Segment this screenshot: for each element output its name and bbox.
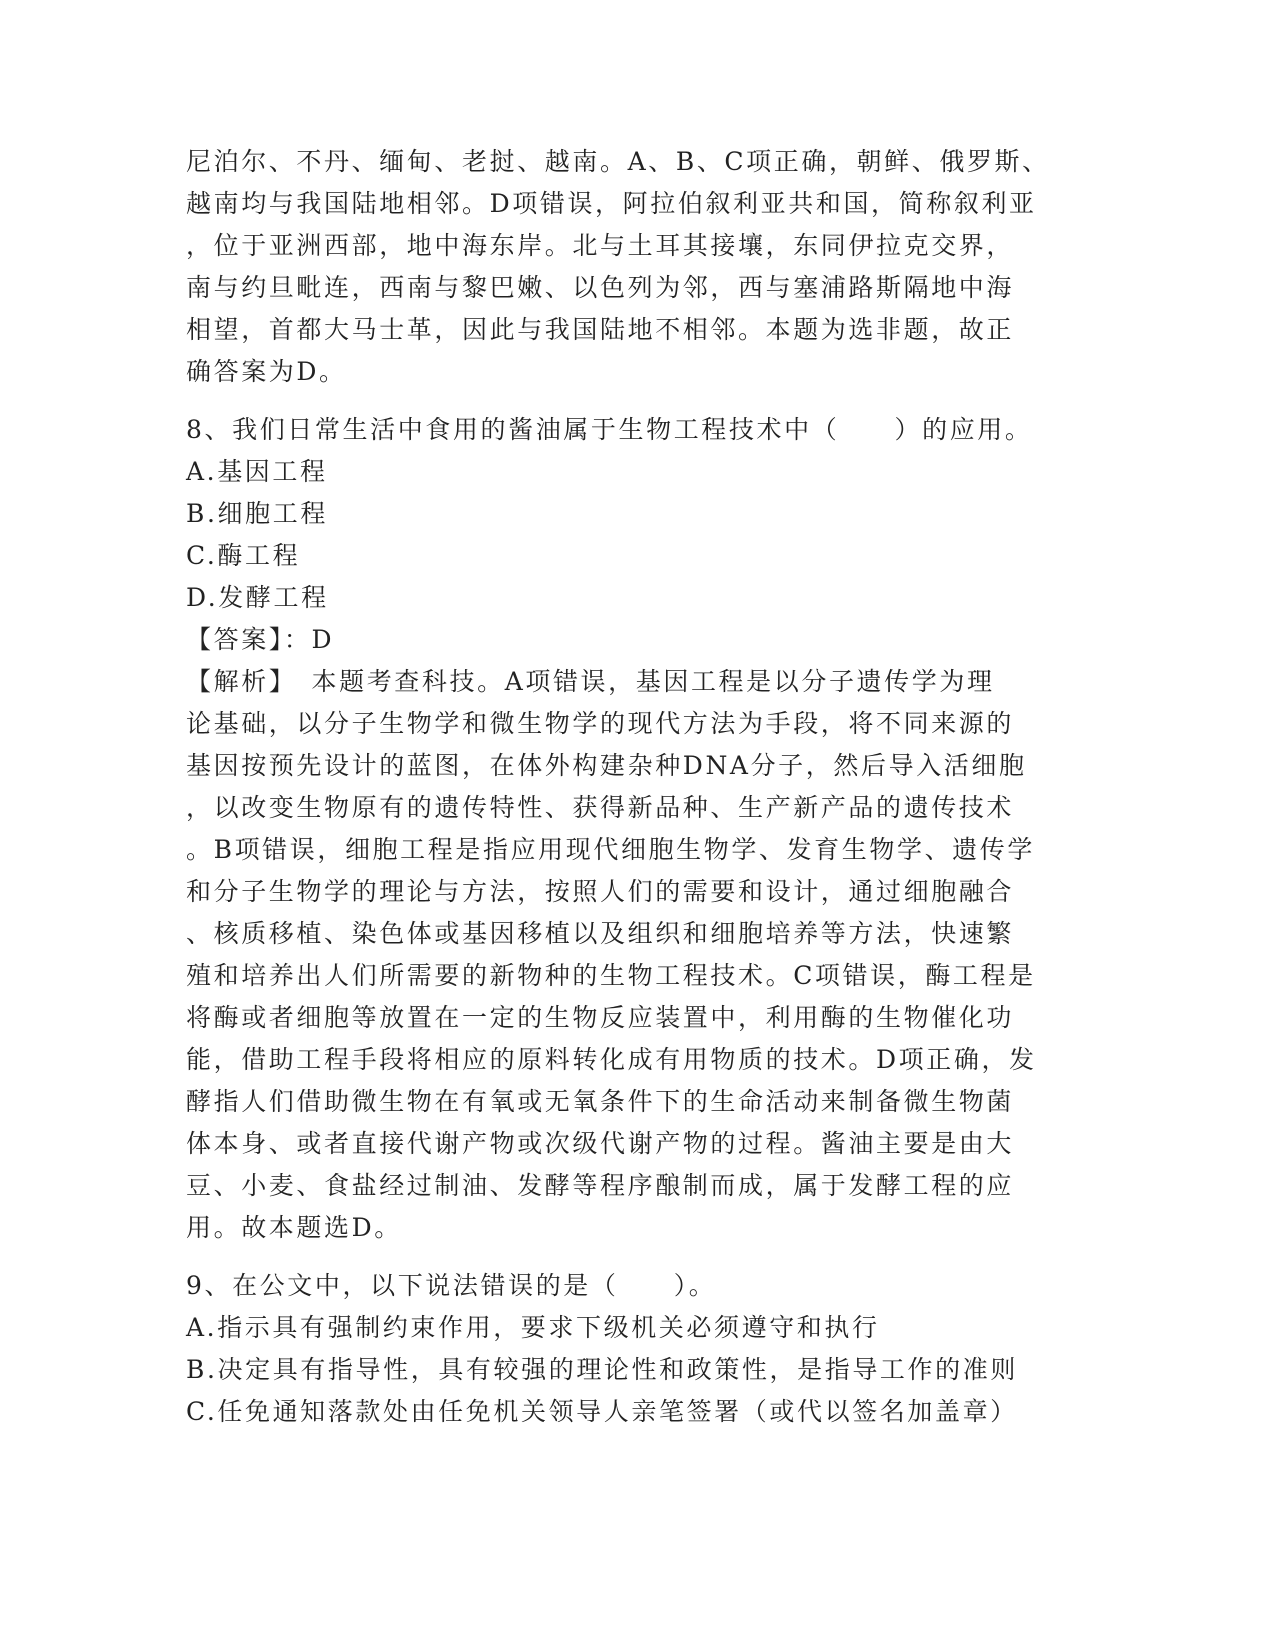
prev-explanation-line: 确答案为D。 [186,357,347,386]
question-8-option-c: C.酶工程 [186,541,301,570]
prev-explanation-line: 南与约旦毗连，西南与黎巴嫩、以色列为邻，西与塞浦路斯隔地中海 [186,273,1015,302]
prev-explanation-line: 尼泊尔、不丹、缅甸、老挝、越南。A、B、C项正确，朝鲜、俄罗斯、 [186,147,1050,176]
prev-explanation-line: 越南均与我国陆地相邻。D项错误，阿拉伯叙利亚共和国，简称叙利亚 [186,189,1037,218]
question-8-explanation-line: 将酶或者细胞等放置在一定的生物反应装置中，利用酶的生物催化功 [186,1003,1015,1032]
question-8-explanation-line: 基因按预先设计的蓝图，在体外构建杂种DNA分子，然后导入活细胞 [186,751,1027,780]
question-8-explanation-line: 【解析】 本题考查科技。A项错误，基因工程是以分子遗传学为理 [186,667,995,696]
question-8-explanation-line: 体本身、或者直接代谢产物或次级代谢产物的过程。酱油主要是由大 [186,1129,1015,1158]
prev-explanation-line: 相望，首都大马士革，因此与我国陆地不相邻。本题为选非题，故正 [186,315,1015,344]
question-8-explanation-line: 殖和培养出人们所需要的新物种的生物工程技术。C项错误，酶工程是 [186,961,1036,990]
question-9-option-b: B.决定具有指导性，具有较强的理论性和政策性，是指导工作的准则 [186,1355,1018,1384]
question-8-stem: 8、我们日常生活中食用的酱油属于生物工程技术中（ ）的应用。 [186,415,1033,444]
question-8-explanation-line: 论基础，以分子生物学和微生物学的现代方法为手段，将不同来源的 [186,709,1015,738]
question-9-option-c: C.任免通知落款处由任免机关领导人亲笔签署（或代以签名加盖章） [186,1397,1018,1426]
question-8-explanation-line: 用。故本题选D。 [186,1213,402,1242]
question-9-option-a: A.指示具有强制约束作用，要求下级机关必须遵守和执行 [186,1313,880,1342]
question-8-option-d: D.发酵工程 [186,583,329,612]
question-8-explanation-line: 和分子生物学的理论与方法，按照人们的需要和设计，通过细胞融合 [186,877,1015,906]
question-9-stem: 9、在公文中，以下说法错误的是（ ）。 [186,1271,717,1300]
question-8-explanation-line: 酵指人们借助微生物在有氧或无氧条件下的生命活动来制备微生物菌 [186,1087,1015,1116]
question-8-explanation-line: 能，借助工程手段将相应的原料转化成有用物质的技术。D项正确，发 [186,1045,1037,1074]
question-8-option-b: B.细胞工程 [186,499,328,528]
prev-explanation-line: ，位于亚洲西部，地中海东岸。北与土耳其接壤，东同伊拉克交界， [186,231,1015,260]
question-8-explanation-line: 。B项错误，细胞工程是指应用现代细胞生物学、发育生物学、遗传学 [186,835,1035,864]
question-8-answer: 【答案】：D [186,625,335,654]
question-8-explanation-line: 、核质移植、染色体或基因移植以及组织和细胞培养等方法，快速繁 [186,919,1015,948]
question-8-option-a: A.基因工程 [186,457,328,486]
question-8-explanation-line: 豆、小麦、食盐经过制油、发酵等程序酿制而成，属于发酵工程的应 [186,1171,1015,1200]
question-8-explanation-line: ，以改变生物原有的遗传特性、获得新品种、生产新产品的遗传技术 [186,793,1015,822]
